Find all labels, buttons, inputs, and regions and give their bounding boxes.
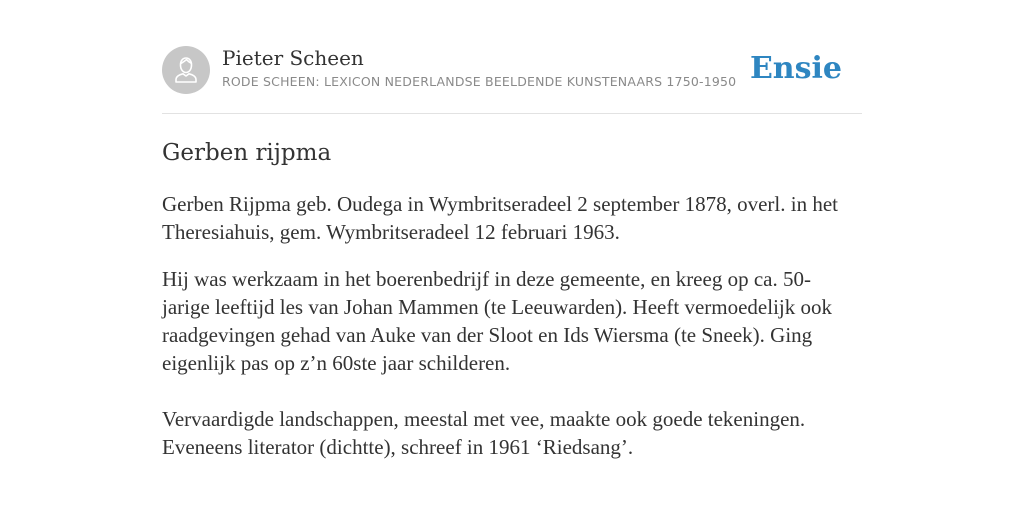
paragraph-3 — [162, 405, 862, 461]
article-header — [162, 46, 862, 96]
paragraph-2-line-2: jarige leeftijd les van Johan Mammen (te Leeuwarden). Heeft vermoedelijk ook — [162, 295, 832, 319]
author-name[interactable]: Pieter Scheen — [222, 46, 364, 70]
user-silhouette-icon — [162, 46, 210, 94]
paragraph-1-line-2: Theresiahuis, gem. Wymbritseradeel 12 februari 1963. — [162, 220, 620, 244]
paragraph-2-line-3: raadgevingen gehad van Auke van der Sloot en Ids Wiersma (te Sneek). Ging — [162, 323, 813, 347]
paragraph-2-line-1: Hij was werkzaam in het boerenbedrijf in deze gemeente, en kreeg op ca. 50- — [162, 267, 811, 291]
paragraph-1-line-1: Gerben Rijpma geb. Oudega in Wymbritseradeel 2 september 1878, overl. in het — [162, 192, 838, 216]
author-avatar[interactable] — [162, 46, 210, 94]
paragraph-3-line-1: Vervaardigde landschappen, meestal met vee, maakte ook goede tekeningen. — [162, 407, 806, 431]
paragraph-1 — [162, 190, 862, 246]
source-title[interactable]: RODE SCHEEN: LEXICON NEDERLANDSE BEELDENDE KUNSTENAARS 1750-1950 — [222, 74, 737, 89]
article-title: Gerben rijpma — [162, 140, 332, 166]
ensie-logo[interactable]: Ensie — [749, 51, 842, 86]
paragraph-2-line-4: eigenlijk pas op z’n 60ste jaar schilderen. — [162, 351, 511, 375]
paragraph-3-line-2: Eveneens literator (dichtte), schreef in 1961 ‘Riedsang’. — [162, 435, 634, 459]
paragraph-2 — [162, 265, 862, 377]
header-divider — [162, 113, 862, 114]
article-body — [162, 190, 862, 461]
